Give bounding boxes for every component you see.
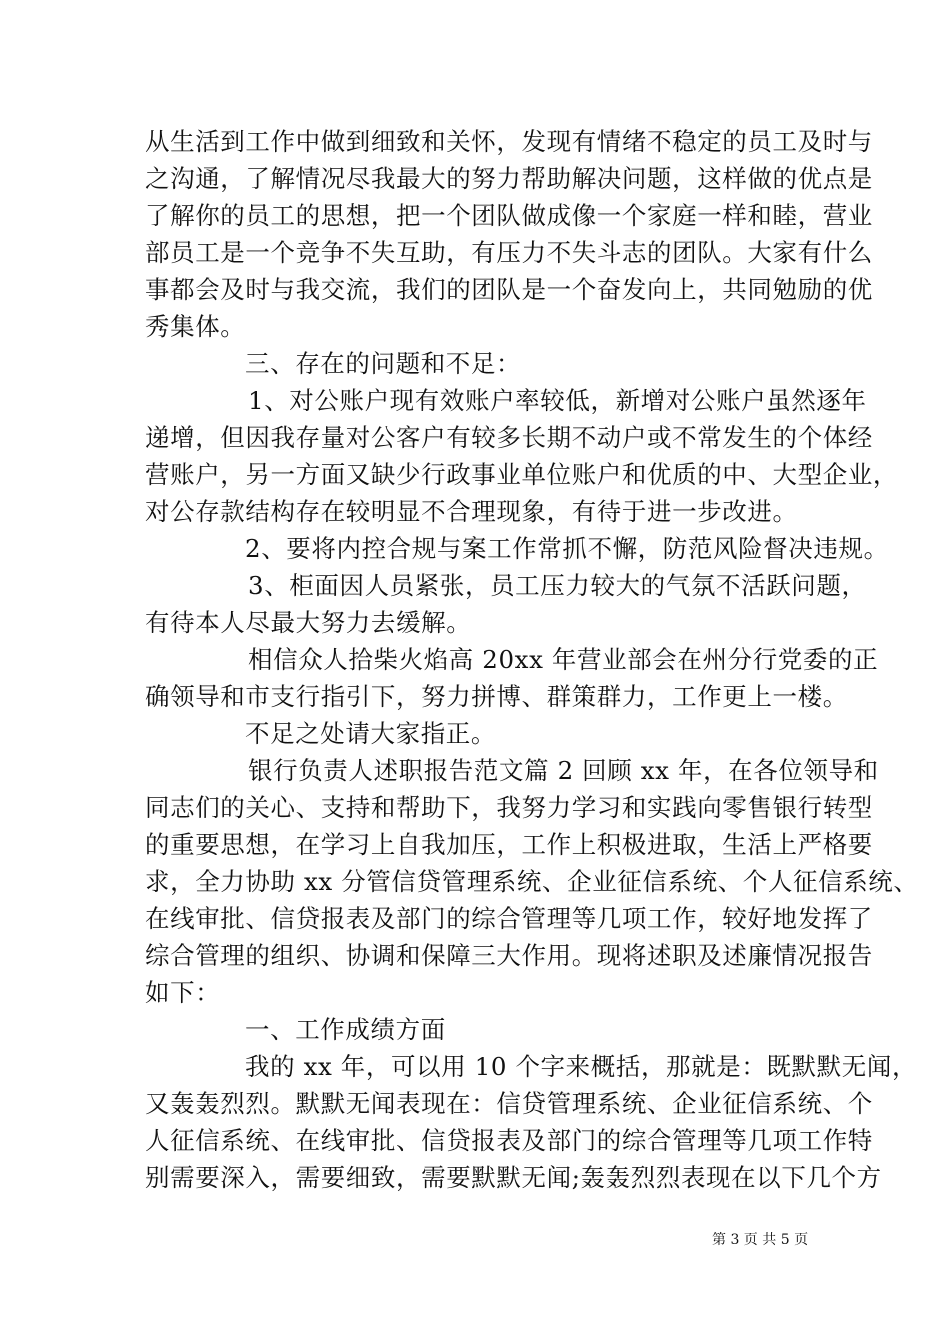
section-heading: 一、工作成绩方面 — [245, 1015, 446, 1044]
text-line: 求，全力协助 xx 分管信贷管理系统、企业征信系统、个人征信系统、 — [145, 867, 919, 896]
page-number: 第 3 页 共 5 页 — [712, 1232, 809, 1248]
text-line: 银行负责人述职报告范文篇 2 回顾 xx 年，在各位领导和 — [248, 756, 879, 785]
section-heading: 三、存在的问题和不足： — [245, 349, 522, 378]
text-line: 综合管理的组织、协调和保障三大作用。现将述职及述廉情况报告 — [145, 941, 873, 970]
text-line: 对公存款结构存在较明显不合理现象，有待于进一步改进。 — [145, 497, 798, 526]
text-line: 如下： — [145, 978, 221, 1007]
text-line: 又轰轰烈烈。默默无闻表现在：信贷管理系统、企业征信系统、个 — [145, 1089, 873, 1118]
text-line: 递增，但因我存量对公客户有较多长期不动户或不常发生的个体经 — [145, 423, 873, 452]
text-line: 2、要将内控合规与案工作常抓不懈，防范风险督决违规。 — [245, 534, 889, 563]
text-line: 部员工是一个竞争不失互助，有压力不失斗志的团队。大家有什么 — [145, 238, 873, 267]
text-line: 1、对公账户现有效账户率较低，新增对公账户虽然逐年 — [248, 386, 867, 415]
text-line: 相信众人拾柴火焰高 20xx 年营业部会在州分行党委的正 — [248, 645, 879, 674]
text-line: 同志们的关心、支持和帮助下，我努力学习和实践向零售银行转型 — [145, 793, 873, 822]
text-line: 3、柜面因人员紧张，员工压力较大的气氛不活跃问题， — [248, 571, 867, 600]
text-line: 确领导和市支行指引下，努力拼博、群策群力，工作更上一楼。 — [145, 682, 848, 711]
text-line: 别需要深入，需要细致，需要默默无闻;轰轰烈烈表现在以下几个方 — [145, 1163, 882, 1192]
text-line: 之沟通，了解情况尽我最大的努力帮助解决问题，这样做的优点是 — [145, 164, 873, 193]
text-line: 秀集体。 — [145, 312, 246, 341]
text-line: 有待本人尽最大努力去缓解。 — [145, 608, 472, 637]
text-line: 不足之处请大家指正。 — [245, 719, 496, 748]
text-line: 了解你的员工的思想，把一个团队做成像一个家庭一样和睦，营业 — [145, 201, 873, 230]
text-line: 事都会及时与我交流，我们的团队是一个奋发向上，共同勉励的优 — [145, 275, 873, 304]
text-line: 我的 xx 年，可以用 10 个字来概括，那就是：既默默无闻， — [245, 1052, 918, 1081]
text-line: 从生活到工作中做到细致和关怀，发现有情绪不稳定的员工及时与 — [145, 127, 873, 156]
text-line: 在线审批、信贷报表及部门的综合管理等几项工作，较好地发挥了 — [145, 904, 873, 933]
text-line: 的重要思想，在学习上自我加压，工作上积极进取，生活上严格要 — [145, 830, 873, 859]
text-line: 人征信系统、在线审批、信贷报表及部门的综合管理等几项工作特 — [145, 1126, 873, 1155]
text-line: 营账户，另一方面又缺少行政事业单位账户和优质的中、大型企业， — [145, 460, 898, 489]
